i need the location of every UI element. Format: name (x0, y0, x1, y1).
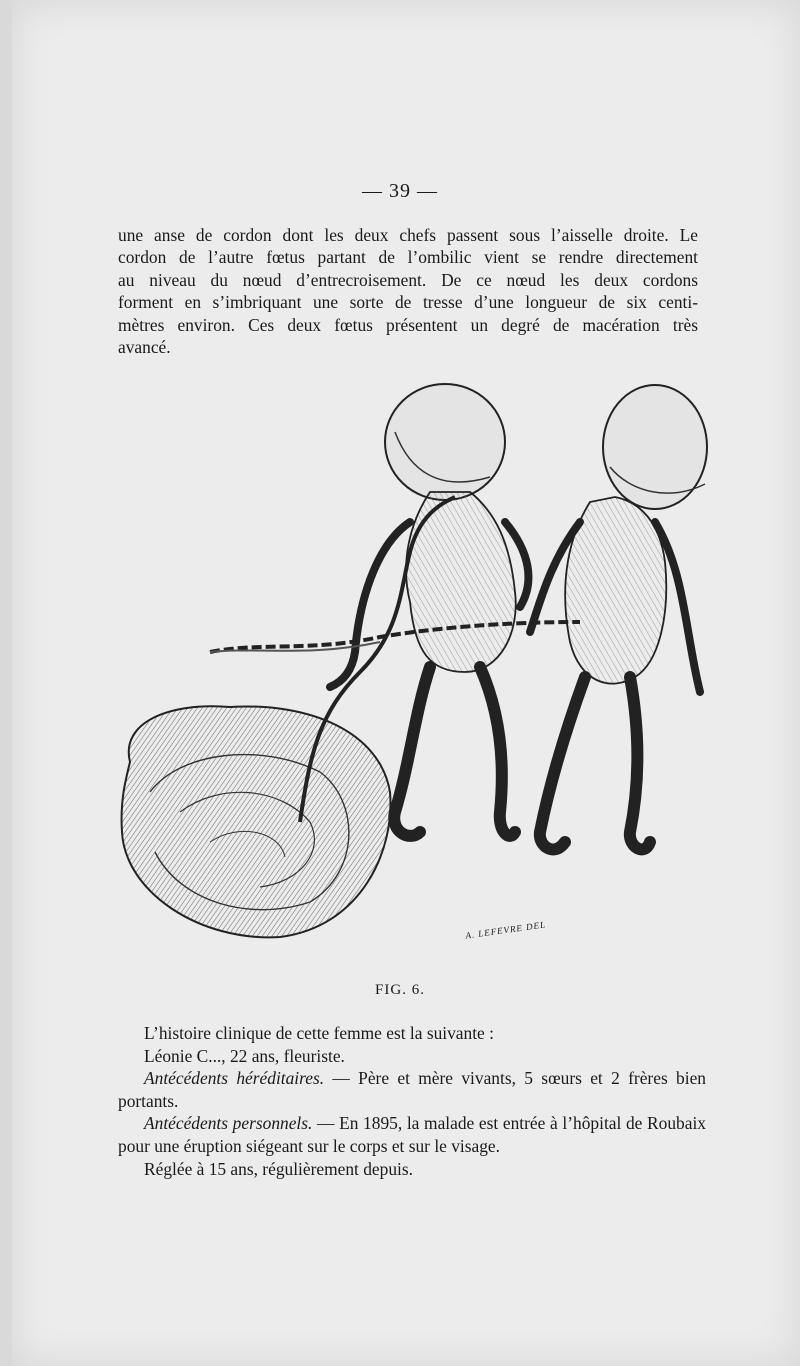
illustrator-signature: A. LEFEVRE DEL (464, 919, 547, 941)
top-paragraph (118, 224, 698, 358)
figure-caption: FIG. 6. (375, 982, 425, 998)
engraving-figure (110, 372, 720, 972)
fetus-engraving-illustration (110, 372, 720, 972)
page-number: — 39 — (362, 180, 438, 202)
personal-text: — En 1895, la malade est entrée à l’hôpital de Roubaix pour une éruption siégeant sur le corps et sur le visage. (118, 1113, 706, 1156)
paragraph-line: au niveau du nœud d’entrecroisement. De ce nœud les deux cordons (118, 269, 698, 290)
history-intro: L’histoire clinique de cette femme est la suivante : (144, 1023, 494, 1043)
menses-line: Réglée à 15 ans, régulièrement depuis. (144, 1158, 413, 1179)
placenta-drawing (122, 706, 391, 937)
right-fetus-drawing (530, 385, 707, 849)
paragraph-line: forment en s’imbriquant une sorte de tresse d’une longueur de six centi- (118, 292, 698, 313)
paragraph-line: mètres environ. Ces deux fœtus présentent un degré de macération très (118, 314, 698, 335)
patient-line: Léonie C..., 22 ans, fleuriste. (144, 1045, 345, 1066)
paragraph-line: avancé. (118, 337, 171, 358)
hereditary-text: — Père et mère vivants, 5 sœurs et 2 frères bien portants. (118, 1068, 706, 1111)
paragraph-line: cordon de l’autre fœtus partant de l’ombilic vient se rendre directement (118, 247, 698, 268)
hereditary-paragraph (118, 1067, 706, 1112)
hereditary-label: Antécédents héréditaires. (144, 1068, 325, 1089)
paragraph-line: une anse de cordon dont les deux chefs passent sous l’aisselle droite. Le (118, 225, 698, 245)
clinical-history (118, 1022, 706, 1180)
personal-label: Antécédents personnels. (144, 1113, 313, 1134)
personal-paragraph (118, 1112, 706, 1157)
